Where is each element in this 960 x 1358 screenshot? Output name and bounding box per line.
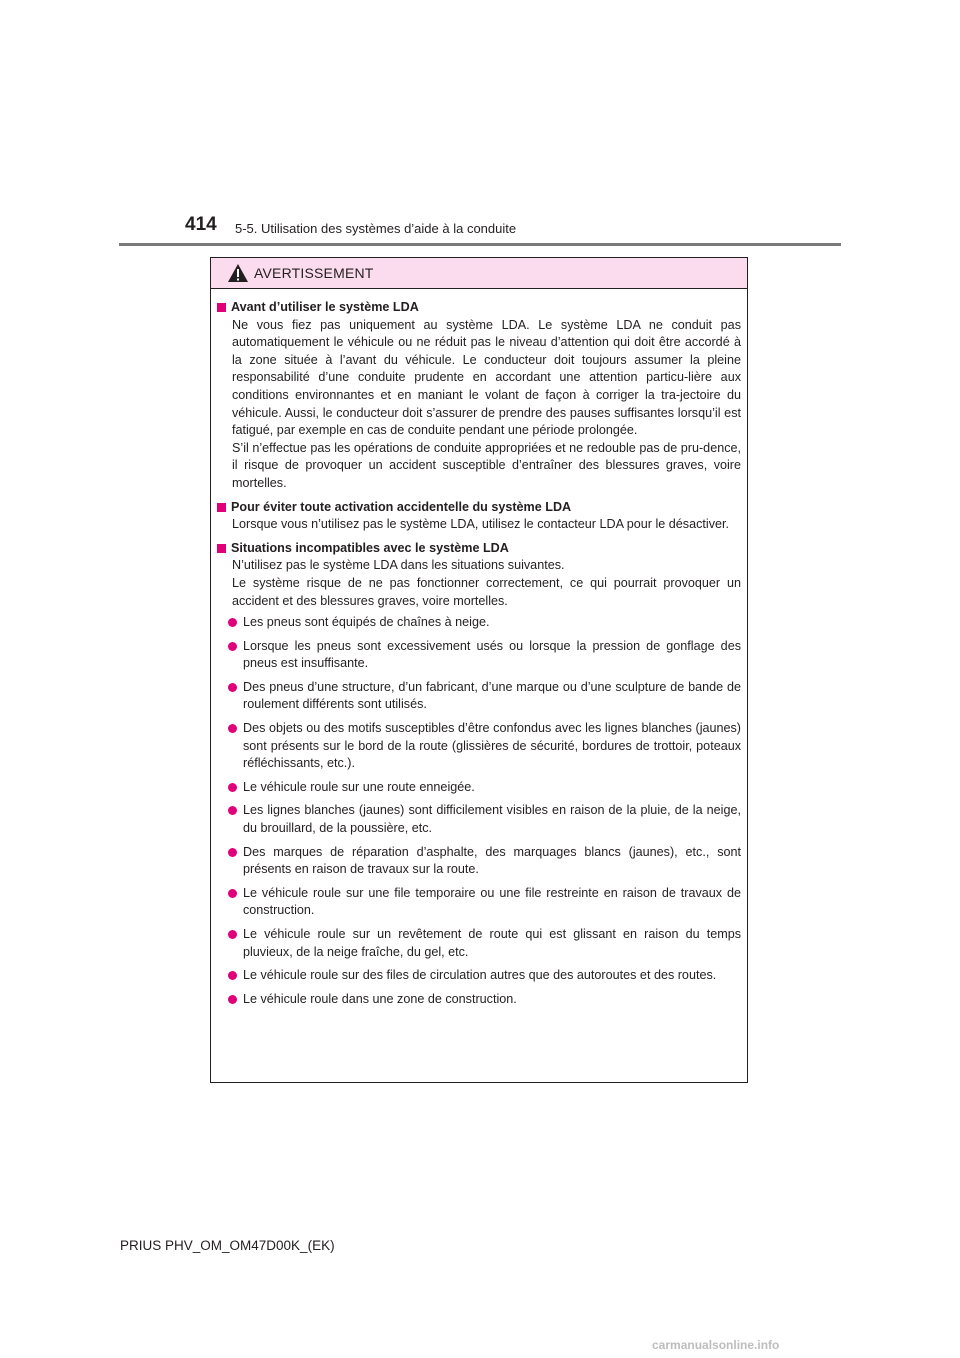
paragraph: Le système risque de ne pas fonctionner correctement, ce qui pourrait provoquer un accident et des blessures graves, voire mortelles. xyxy=(232,575,741,608)
paragraph: Lorsque vous n’utilisez pas le système LDA, utilisez le contacteur LDA pour le désactiver. xyxy=(232,517,730,532)
list-item xyxy=(228,779,741,797)
list-item xyxy=(228,967,741,985)
list-item-text: Le véhicule roule sur un revêtement de route qui est glissant en raison du temps pluvieux, de la neige fraîche, du gel, etc. xyxy=(243,927,741,959)
list-item-text: Des marques de réparation d’asphalte, des marquages blancs (jaunes), etc., sont présents en raison de travaux sur la route. xyxy=(243,844,741,877)
list-item-text: Le véhicule roule sur une route enneigée. xyxy=(243,779,475,794)
list-item-text: Le véhicule roule sur des files de circulation autres que des autoroutes et des routes. xyxy=(243,968,717,983)
square-bullet-icon xyxy=(217,544,226,553)
paragraph: N’utilisez pas le système LDA dans les situations suivantes. xyxy=(232,558,565,573)
round-bullet-icon xyxy=(228,724,237,733)
page-header xyxy=(185,216,785,240)
round-bullet-icon xyxy=(228,806,237,815)
list-item xyxy=(228,638,741,673)
list-item-text: Le véhicule roule sur une file temporaire ou une file restreinte en raison de travaux de construction. xyxy=(243,885,741,918)
warning-triangle-icon xyxy=(227,263,249,283)
warning-box xyxy=(210,257,748,1083)
round-bullet-icon xyxy=(228,995,237,1004)
square-bullet-icon xyxy=(217,503,226,512)
list-item-text: Des pneus d’une structure, d’un fabricant, d’une marque ou d’une sculpture de bande de roulement différents sont utilisés. xyxy=(243,679,741,712)
round-bullet-icon xyxy=(228,683,237,692)
section-heading xyxy=(215,540,741,558)
section-title: 5-5. Utilisation des systèmes d’aide à la conduite xyxy=(235,221,517,236)
list-item xyxy=(228,614,741,632)
list-item-text: Les pneus sont équipés de chaînes à neige. xyxy=(243,615,490,630)
list-item xyxy=(228,679,741,714)
list-item-text: Des objets ou des motifs susceptibles d’être confondus avec les lignes blanches (jaunes) sont présents sur le bord de la route (glissières de sécurité, bordures de trottoir, poteaux réfléchissants, etc.). xyxy=(243,721,741,771)
section-heading xyxy=(215,499,741,517)
paragraph: S’il n’effectue pas les opérations de conduite appropriées et ne redouble pas de pru-dence, il risque de provoquer un accident susceptible d’entraîner des blessures graves, voire mortelles. xyxy=(232,440,741,490)
list-item-text: Les lignes blanches (jaunes) sont difficilement visibles en raison de la pluie, de la neige, du brouillard, de la poussière, etc. xyxy=(243,803,741,836)
list-item xyxy=(228,991,741,1009)
round-bullet-icon xyxy=(228,783,237,792)
section-heading-text: Situations incompatibles avec le système LDA xyxy=(231,540,509,555)
page-number: 414 xyxy=(185,214,217,235)
warning-body xyxy=(211,289,747,1008)
watermark-text: carmanualsonline.info xyxy=(652,1338,780,1352)
list-item xyxy=(228,802,741,837)
round-bullet-icon xyxy=(228,971,237,980)
round-bullet-icon xyxy=(228,930,237,939)
paragraph: Ne vous fiez pas uniquement au système LDA. Le système LDA ne conduit pas automatiquement le véhicule ou ne réduit pas le niveau d’attention qui doit être accordé à la zone située à l’avant du véhicule. Le conducteur doit toujours assumer la pleine responsabilité d’une conduite prudente en accordant une attention particu-lière aux conditions environnantes et en maniant le volant de façon à corriger la tra-jectoire du véhicule. Aussi, le conducteur doit s’assurer de prendre des pauses suffisantes lorsqu’il est fatigué, par exemple en cas de conduite pendant une période prolongée. xyxy=(232,317,741,438)
header-rule xyxy=(119,243,841,246)
section-before-use xyxy=(215,299,741,493)
round-bullet-icon xyxy=(228,618,237,627)
round-bullet-icon xyxy=(228,889,237,898)
round-bullet-icon xyxy=(228,848,237,857)
list-item xyxy=(228,885,741,920)
list-item xyxy=(228,720,741,773)
list-item xyxy=(228,844,741,879)
warning-header xyxy=(211,258,747,289)
list-item-text: Le véhicule roule dans une zone de construction. xyxy=(243,991,517,1006)
list-item xyxy=(228,926,741,961)
square-bullet-icon xyxy=(217,303,226,312)
section-avoid-activation xyxy=(215,499,741,534)
document-id: PRIUS PHV_OM_OM47D00K_(EK) xyxy=(120,1238,335,1253)
list-item-text: Lorsque les pneus sont excessivement usés ou lorsque la pression de gonflage des pneus est insuffisante. xyxy=(243,638,741,671)
section-heading-text: Pour éviter toute activation accidentelle du système LDA xyxy=(231,499,572,514)
round-bullet-icon xyxy=(228,642,237,651)
section-heading-text: Avant d’utiliser le système LDA xyxy=(231,300,419,314)
warning-title: AVERTISSEMENT xyxy=(254,265,374,281)
section-incompatible-situations xyxy=(215,540,741,1009)
section-heading xyxy=(215,299,741,317)
